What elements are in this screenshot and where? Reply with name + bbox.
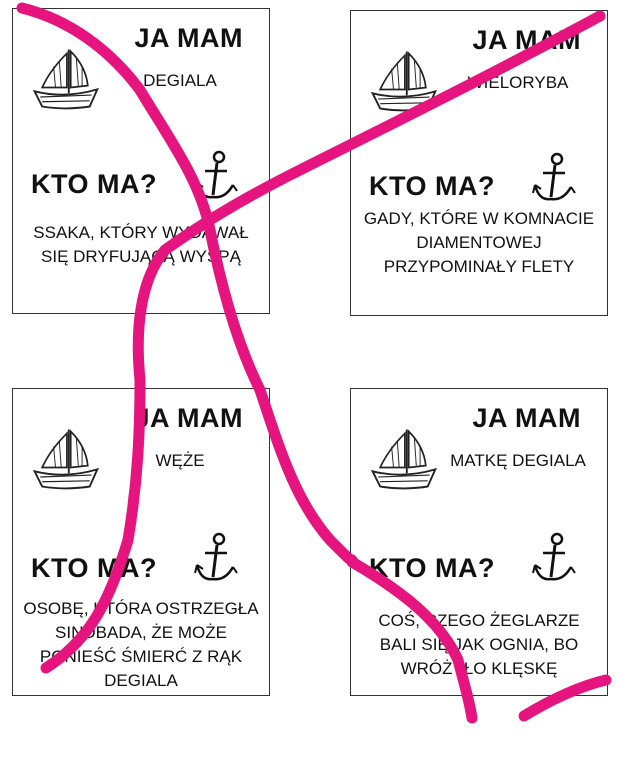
card-clue: SSAKA, KTÓRY WYDAWAŁ SIĘ DRYFUJĄCĄ WYSPĄ	[33, 223, 249, 266]
card-item: MATKĘ DEGIALA	[450, 451, 586, 470]
card-clue: GADY, KTÓRE W KOMNACIE DIAMENTOWEJ PRZYPOMINAŁY FLETY	[363, 209, 595, 276]
card-heading: JA MAM	[472, 25, 581, 55]
card-heading: JA MAM	[134, 23, 243, 53]
card-question: KTO MA?	[31, 169, 157, 199]
card-clue: OSOBĘ, KTÓRA OSTRZEGŁA SINDBADA, ŻE MOŻE PONIEŚĆ ŚMIERĆ Z RĄK DEGIALA	[23, 599, 259, 690]
anchor-icon	[193, 531, 239, 587]
card-question: KTO MA?	[369, 171, 495, 201]
card-question: KTO MA?	[31, 553, 157, 583]
sailboat-icon	[27, 423, 103, 493]
card-question: KTO MA?	[369, 553, 495, 583]
card-wieloryb	[350, 10, 608, 316]
sailboat-icon	[365, 45, 441, 115]
card-degial	[12, 8, 270, 314]
sailboat-icon	[27, 43, 103, 113]
card-item: WIELORYBA	[467, 73, 569, 92]
anchor-icon	[531, 151, 577, 207]
card-weze	[12, 388, 270, 696]
card-item: WĘŻE	[155, 451, 205, 470]
card-matka-degiala	[350, 388, 608, 696]
card-item: DEGIALA	[143, 71, 217, 90]
card-heading: JA MAM	[134, 403, 243, 433]
sailboat-icon	[365, 423, 441, 493]
card-clue: COŚ, CZEGO ŻEGLARZE BALI SIĘ JAK OGNIA, BO WRÓŻYŁO KLĘSKĘ	[378, 611, 580, 678]
anchor-icon	[193, 149, 239, 205]
anchor-icon	[531, 531, 577, 587]
card-heading: JA MAM	[472, 403, 581, 433]
